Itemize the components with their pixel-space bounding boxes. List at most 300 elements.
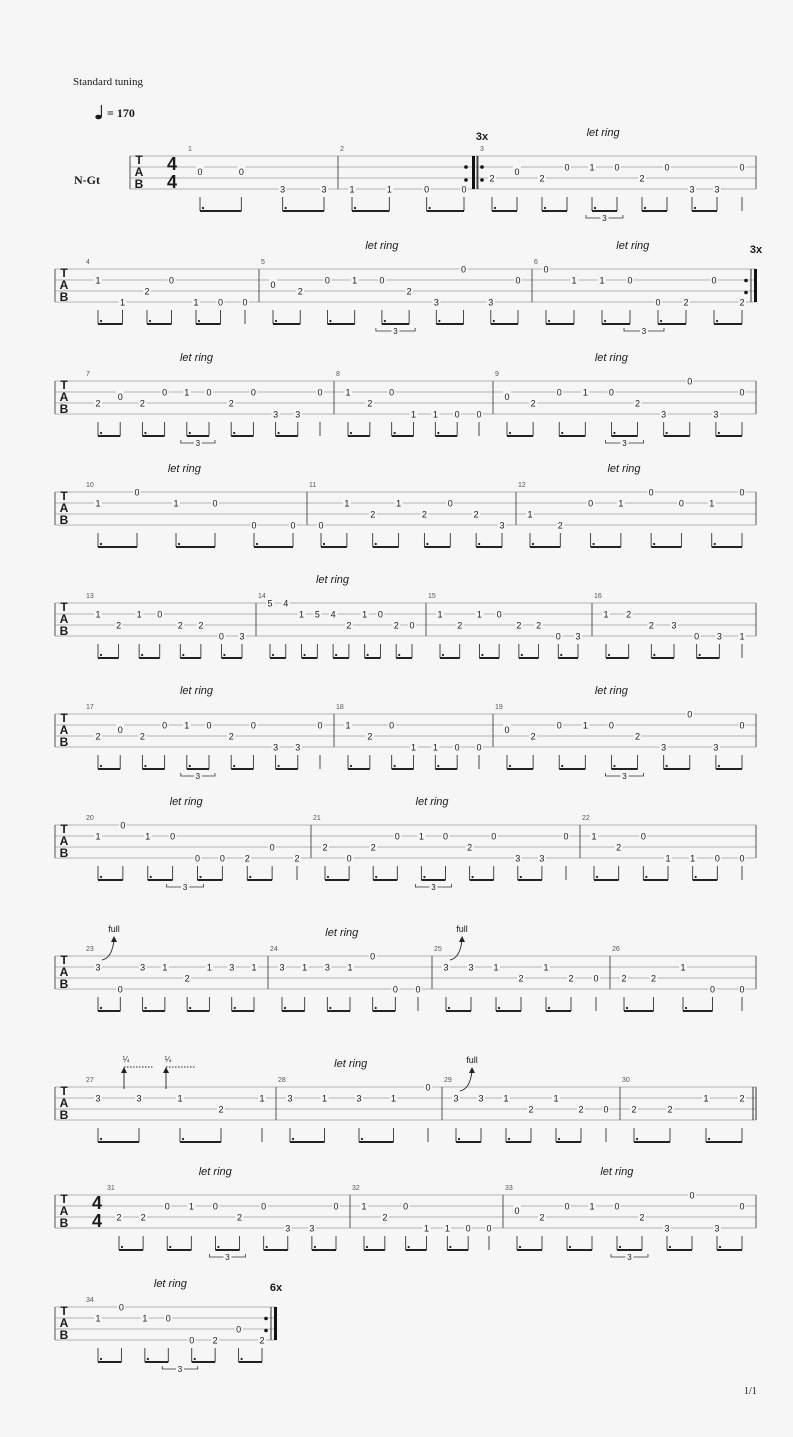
fret-number: 0 bbox=[217, 297, 224, 308]
staff-system bbox=[55, 709, 756, 780]
fret-number: 0 bbox=[333, 1201, 339, 1212]
fret-number: 0 bbox=[164, 1201, 170, 1212]
dot bbox=[144, 765, 146, 767]
dot bbox=[561, 765, 563, 767]
dot bbox=[100, 320, 102, 322]
fret-number: 0 bbox=[709, 984, 716, 995]
tuning-label: Standard tuning bbox=[73, 76, 143, 88]
dot bbox=[520, 876, 522, 878]
tuplet-number: 3 bbox=[431, 883, 436, 892]
dot bbox=[569, 1246, 571, 1248]
dot bbox=[519, 1246, 521, 1248]
dot bbox=[619, 1246, 621, 1248]
fret-number: 0 bbox=[117, 724, 123, 735]
dot bbox=[144, 1007, 146, 1009]
staff-system bbox=[55, 264, 757, 335]
dot bbox=[375, 543, 377, 545]
staff-system bbox=[55, 1067, 756, 1142]
measure-number: 16 bbox=[594, 593, 602, 600]
fret-number: 2 bbox=[739, 1093, 745, 1104]
fret-number: 1 bbox=[95, 831, 101, 842]
dot bbox=[685, 1007, 687, 1009]
fret-number: 0 bbox=[189, 1335, 195, 1346]
dot bbox=[448, 1007, 450, 1009]
fret-number: 0 bbox=[212, 498, 218, 509]
fret-number: 0 bbox=[504, 391, 510, 402]
fret-number: 2 bbox=[621, 973, 627, 984]
fret-number: 3 bbox=[689, 184, 695, 195]
let-ring-label: let ring bbox=[169, 796, 203, 808]
dot bbox=[498, 1007, 500, 1009]
dot bbox=[329, 320, 331, 322]
dot bbox=[493, 320, 495, 322]
dot bbox=[144, 432, 146, 434]
fret-number: 3 bbox=[356, 1093, 362, 1104]
dot bbox=[256, 543, 258, 545]
fret-number: 1 bbox=[553, 1093, 559, 1104]
fret-number: 2 bbox=[140, 1212, 146, 1223]
dot bbox=[100, 654, 102, 656]
tab-clef-letter: A bbox=[134, 165, 144, 179]
fret-number: 0 bbox=[162, 720, 168, 731]
measure-number: 12 bbox=[518, 482, 526, 489]
fret-number: 1 bbox=[259, 1093, 265, 1104]
measure-number: 28 bbox=[278, 1077, 286, 1084]
fret-number: 0 bbox=[442, 831, 449, 842]
fret-number: 0 bbox=[556, 387, 562, 398]
fret-number: 0 bbox=[250, 720, 256, 731]
fret-number: 1 bbox=[251, 962, 257, 973]
fret-number: 0 bbox=[593, 973, 599, 984]
dot bbox=[472, 876, 474, 878]
fret-number: 2 bbox=[259, 1335, 265, 1346]
fret-number: 0 bbox=[476, 409, 482, 420]
dot bbox=[494, 207, 496, 209]
dot bbox=[100, 432, 102, 434]
dot bbox=[437, 432, 439, 434]
dot bbox=[521, 654, 523, 656]
measure-number: 10 bbox=[86, 482, 94, 489]
bend-label: full bbox=[108, 924, 120, 934]
fret-number: 1 bbox=[390, 1093, 397, 1104]
fret-number: 0 bbox=[496, 609, 502, 620]
fret-number: 0 bbox=[564, 162, 570, 173]
bend-curve bbox=[102, 940, 114, 960]
fret-number: 0 bbox=[714, 853, 720, 864]
measure-number: 22 bbox=[582, 815, 590, 822]
tuplet-number: 3 bbox=[195, 439, 201, 448]
fret-number: 1 bbox=[599, 275, 605, 286]
dot bbox=[285, 207, 287, 209]
fret-number: 1 bbox=[184, 720, 190, 731]
bend-label: ¼ bbox=[122, 1055, 130, 1064]
dot bbox=[182, 1138, 184, 1140]
measure-number: 34 bbox=[86, 1297, 94, 1304]
fret-number: 2 bbox=[518, 973, 524, 984]
fret-number: 3 bbox=[309, 1223, 315, 1234]
bend-arrow bbox=[121, 1067, 127, 1073]
time-signature-numerator: 4 bbox=[166, 154, 178, 174]
measure-number: 4 bbox=[86, 259, 90, 266]
bend-arrow bbox=[469, 1067, 475, 1073]
fret-number: 1 bbox=[349, 184, 355, 195]
fret-number: 0 bbox=[627, 275, 633, 286]
dot bbox=[361, 1138, 363, 1140]
dot bbox=[561, 432, 563, 434]
dot bbox=[548, 1007, 550, 1009]
fret-number: 0 bbox=[424, 184, 430, 195]
dot bbox=[141, 654, 143, 656]
fret-number: 2 bbox=[370, 509, 376, 520]
dot bbox=[636, 1138, 638, 1140]
fret-number: 0 bbox=[491, 831, 497, 842]
dot bbox=[626, 1007, 628, 1009]
fret-number: 0 bbox=[251, 520, 257, 531]
bend-curve bbox=[450, 940, 462, 960]
tab-clef-letter: T bbox=[60, 378, 68, 392]
measure-number: 29 bbox=[444, 1077, 452, 1084]
dot bbox=[596, 876, 598, 878]
let-ring-label: let ring bbox=[198, 1166, 232, 1178]
fret-number: 3 bbox=[295, 409, 301, 420]
fret-number: 2 bbox=[322, 842, 328, 853]
dot bbox=[408, 1246, 410, 1248]
dot bbox=[335, 654, 337, 656]
fret-number: 3 bbox=[716, 631, 722, 642]
measure-number: 31 bbox=[107, 1185, 115, 1192]
bend-label: full bbox=[456, 924, 468, 934]
fret-number: 1 bbox=[142, 1313, 148, 1324]
fret-number: 1 bbox=[665, 853, 671, 864]
fret-number: 0 bbox=[120, 820, 126, 831]
fret-number: 0 bbox=[739, 487, 745, 498]
dot bbox=[660, 320, 662, 322]
measure-number: 5 bbox=[261, 259, 265, 266]
dot bbox=[608, 654, 610, 656]
fret-number: 2 bbox=[237, 1212, 243, 1223]
fret-number: 1 bbox=[591, 831, 597, 842]
fret-number: 0 bbox=[563, 831, 569, 842]
fret-number: 1 bbox=[396, 498, 402, 509]
fret-number: 0 bbox=[379, 275, 385, 286]
dot bbox=[666, 432, 668, 434]
fret-number: 0 bbox=[476, 742, 482, 753]
staff-system bbox=[130, 156, 756, 222]
fret-number: 3 bbox=[285, 1223, 291, 1234]
dot bbox=[233, 432, 235, 434]
fret-number: 0 bbox=[447, 498, 453, 509]
fret-number: 2 bbox=[116, 620, 122, 631]
fret-number: 0 bbox=[370, 951, 376, 962]
dot bbox=[437, 765, 439, 767]
fret-number: 1 bbox=[410, 742, 417, 753]
fret-number: 1 bbox=[493, 962, 499, 973]
fret-number: 1 bbox=[432, 742, 438, 753]
fret-number: 3 bbox=[140, 962, 146, 973]
measure-number: 11 bbox=[309, 482, 317, 489]
tab-clef-letter: T bbox=[135, 153, 143, 167]
fret-number: 0 bbox=[739, 984, 745, 995]
dot bbox=[100, 876, 102, 878]
fret-number: 2 bbox=[650, 973, 657, 984]
fret-number: 1 bbox=[709, 498, 715, 509]
dot bbox=[121, 1246, 123, 1248]
fret-number: 0 bbox=[318, 520, 324, 531]
fret-number: 0 bbox=[454, 742, 460, 753]
fret-number: 1 bbox=[582, 387, 588, 398]
dot bbox=[249, 876, 251, 878]
let-ring-label: let ring bbox=[607, 463, 641, 475]
fret-number: 0 bbox=[162, 387, 168, 398]
let-ring-label: let ring bbox=[167, 463, 201, 475]
fret-number: 2 bbox=[557, 520, 563, 531]
dot bbox=[275, 320, 277, 322]
bend-arrow bbox=[459, 936, 465, 942]
tab-clef-letter: B bbox=[59, 1328, 69, 1342]
dot bbox=[613, 432, 615, 434]
measure-number: 19 bbox=[495, 704, 503, 711]
fret-number: 0 bbox=[394, 831, 400, 842]
tab-clef-letter: A bbox=[59, 501, 69, 515]
tab-clef-letter: T bbox=[60, 489, 68, 503]
dot bbox=[645, 876, 647, 878]
let-ring-label: let ring bbox=[586, 127, 620, 139]
fret-number: 1 bbox=[503, 1093, 509, 1104]
fret-number: 2 bbox=[639, 1212, 645, 1223]
tab-clef-letter: A bbox=[59, 1204, 69, 1218]
repeat-dot bbox=[744, 279, 748, 283]
measure-number: 3 bbox=[480, 146, 484, 153]
let-ring-label: let ring bbox=[179, 352, 214, 364]
repeat-dot bbox=[480, 165, 484, 169]
fret-number: 0 bbox=[206, 720, 212, 731]
tab-clef-letter: B bbox=[59, 290, 69, 304]
dot bbox=[240, 1358, 242, 1360]
fret-number: 1 bbox=[206, 962, 212, 973]
dot bbox=[644, 207, 646, 209]
fret-number: 1 bbox=[136, 609, 142, 620]
fret-number: 2 bbox=[228, 731, 234, 742]
fret-number: 0 bbox=[515, 275, 521, 286]
tab-clef-letter: B bbox=[59, 846, 69, 860]
dot bbox=[189, 765, 191, 767]
tuplet-number: 3 bbox=[627, 1253, 632, 1262]
fret-number: 0 bbox=[739, 720, 745, 731]
fret-number: 0 bbox=[608, 387, 614, 398]
fret-number: 1 bbox=[95, 498, 101, 509]
measure-number: 26 bbox=[612, 946, 620, 953]
fret-number: 1 bbox=[410, 409, 417, 420]
tuplet-number: 3 bbox=[622, 439, 627, 448]
bend-label: ¼ bbox=[164, 1055, 172, 1064]
tab-clef-letter: B bbox=[59, 402, 69, 416]
fret-number: 0 bbox=[242, 297, 248, 308]
fret-number: 2 bbox=[177, 620, 183, 631]
fret-number: 0 bbox=[415, 984, 421, 995]
measure-number: 1 bbox=[188, 146, 192, 153]
dot bbox=[375, 876, 377, 878]
fret-number: 0 bbox=[389, 387, 395, 398]
tab-clef-letter: T bbox=[60, 1084, 68, 1098]
fret-number: 1 bbox=[571, 275, 577, 286]
fret-number: 3 bbox=[324, 962, 330, 973]
fret-number: 0 bbox=[603, 1104, 609, 1115]
dot bbox=[100, 1007, 102, 1009]
dot bbox=[548, 320, 550, 322]
fret-number: 1 bbox=[437, 609, 443, 620]
dot bbox=[303, 654, 305, 656]
fret-number: 1 bbox=[95, 1313, 101, 1324]
fret-number: 2 bbox=[536, 620, 542, 631]
dot bbox=[592, 543, 594, 545]
fret-number: 4 bbox=[330, 609, 336, 620]
fret-number: 2 bbox=[406, 286, 412, 297]
tab-clef-letter: A bbox=[59, 1316, 69, 1330]
fret-number: 0 bbox=[504, 724, 510, 735]
dot bbox=[719, 1246, 721, 1248]
tab-clef-letter: A bbox=[59, 390, 69, 404]
repeat-dot bbox=[744, 291, 748, 295]
fret-number: 0 bbox=[655, 297, 661, 308]
fret-number: 0 bbox=[739, 1201, 745, 1212]
fret-number: 0 bbox=[461, 184, 467, 195]
dot bbox=[594, 207, 596, 209]
repeat-dot bbox=[480, 178, 484, 182]
fret-number: 1 bbox=[476, 609, 482, 620]
tab-clef-letter: T bbox=[60, 822, 68, 836]
tab-clef-letter: T bbox=[60, 953, 68, 967]
fret-number: 0 bbox=[170, 831, 176, 842]
fret-number: 1 bbox=[188, 1201, 194, 1212]
fret-number: 1 bbox=[173, 498, 179, 509]
fret-number: 2 bbox=[683, 297, 689, 308]
fret-number: 3 bbox=[136, 1093, 142, 1104]
measure-number: 27 bbox=[86, 1077, 94, 1084]
fret-number: 1 bbox=[444, 1223, 450, 1234]
bend-arrow bbox=[163, 1067, 169, 1073]
fret-number: 0 bbox=[409, 620, 415, 631]
fret-number: 0 bbox=[614, 162, 620, 173]
fret-number: 1 bbox=[423, 1223, 430, 1234]
tab-clef-letter: T bbox=[60, 1192, 68, 1206]
repeat-end-bar bbox=[754, 269, 757, 302]
fret-number: 3 bbox=[273, 409, 279, 420]
dot bbox=[149, 320, 151, 322]
fret-number: 1 bbox=[432, 409, 438, 420]
dot bbox=[613, 765, 615, 767]
fret-number: 3 bbox=[713, 742, 719, 753]
dot bbox=[604, 320, 606, 322]
fret-number: 1 bbox=[193, 297, 199, 308]
fret-number: 1 bbox=[362, 609, 368, 620]
tab-clef-letter: A bbox=[59, 965, 69, 979]
staff-system bbox=[55, 376, 756, 447]
fret-number: 2 bbox=[346, 620, 352, 631]
fret-number: 0 bbox=[270, 279, 276, 290]
fret-number: 3 bbox=[664, 1223, 670, 1234]
fret-number: 0 bbox=[640, 831, 646, 842]
fret-number: 3 bbox=[433, 297, 439, 308]
measure-number: 7 bbox=[86, 371, 90, 378]
dot bbox=[217, 1246, 219, 1248]
fret-number: 0 bbox=[212, 1201, 218, 1212]
bend-arrow bbox=[111, 936, 117, 942]
fret-number: 0 bbox=[556, 720, 562, 731]
fret-number: 0 bbox=[117, 391, 123, 402]
fret-number: 2 bbox=[616, 842, 622, 853]
fret-number: 2 bbox=[212, 1335, 218, 1346]
let-ring-label: let ring bbox=[600, 1166, 634, 1178]
fret-number: 2 bbox=[144, 286, 150, 297]
fret-number: 3 bbox=[443, 962, 449, 973]
fret-number: 2 bbox=[635, 731, 641, 742]
fret-number: 0 bbox=[118, 1302, 124, 1313]
fret-number: 1 bbox=[543, 962, 549, 973]
fret-number: 0 bbox=[157, 609, 163, 620]
measure-number: 23 bbox=[86, 946, 94, 953]
fret-number: 1 bbox=[344, 498, 350, 509]
fret-number: 2 bbox=[116, 1212, 122, 1223]
fret-number: 2 bbox=[370, 842, 376, 853]
fret-number: 0 bbox=[711, 275, 717, 286]
fret-number: 1 bbox=[582, 720, 588, 731]
dot bbox=[278, 432, 280, 434]
bend-curve bbox=[460, 1071, 472, 1091]
fret-number: 3 bbox=[575, 631, 581, 642]
measure-number: 8 bbox=[336, 371, 340, 378]
fret-number: 2 bbox=[467, 842, 473, 853]
dot bbox=[666, 765, 668, 767]
fret-number: 2 bbox=[635, 398, 641, 409]
fret-number: 1 bbox=[680, 962, 686, 973]
dot bbox=[150, 876, 152, 878]
fret-number: 2 bbox=[568, 973, 574, 984]
fret-number: 1 bbox=[703, 1093, 709, 1104]
repeat-end-bar bbox=[274, 1307, 277, 1340]
fret-number: 3 bbox=[468, 962, 474, 973]
fret-number: 0 bbox=[206, 387, 212, 398]
bend-label: full bbox=[466, 1055, 478, 1065]
tab-clef-letter: B bbox=[59, 624, 69, 638]
tuplet-number: 3 bbox=[182, 883, 188, 892]
fret-number: 3 bbox=[95, 1093, 101, 1104]
tuplet-number: 3 bbox=[602, 214, 607, 223]
fret-number: 3 bbox=[295, 742, 301, 753]
fret-number: 1 bbox=[145, 831, 151, 842]
dot bbox=[100, 1358, 102, 1360]
fret-number: 1 bbox=[352, 275, 358, 286]
tab-clef-letter: A bbox=[59, 834, 69, 848]
fret-number: 2 bbox=[473, 509, 479, 520]
dot bbox=[223, 654, 225, 656]
fret-number: 1 bbox=[690, 853, 696, 864]
dot bbox=[194, 1358, 196, 1360]
page-number: 1/1 bbox=[744, 1386, 757, 1397]
dot bbox=[718, 432, 720, 434]
tab-clef-letter: B bbox=[59, 1108, 69, 1122]
fret-number: 0 bbox=[389, 720, 395, 731]
fret-number: 1 bbox=[345, 387, 351, 398]
measure-number: 30 bbox=[622, 1077, 630, 1084]
dot bbox=[532, 543, 534, 545]
fret-number: 2 bbox=[626, 609, 632, 620]
fret-number: 3 bbox=[279, 962, 285, 973]
dot bbox=[394, 765, 396, 767]
dot bbox=[366, 1246, 368, 1248]
fret-number: 2 bbox=[367, 398, 373, 409]
fret-number: 2 bbox=[516, 620, 522, 631]
measure-number: 9 bbox=[495, 371, 499, 378]
